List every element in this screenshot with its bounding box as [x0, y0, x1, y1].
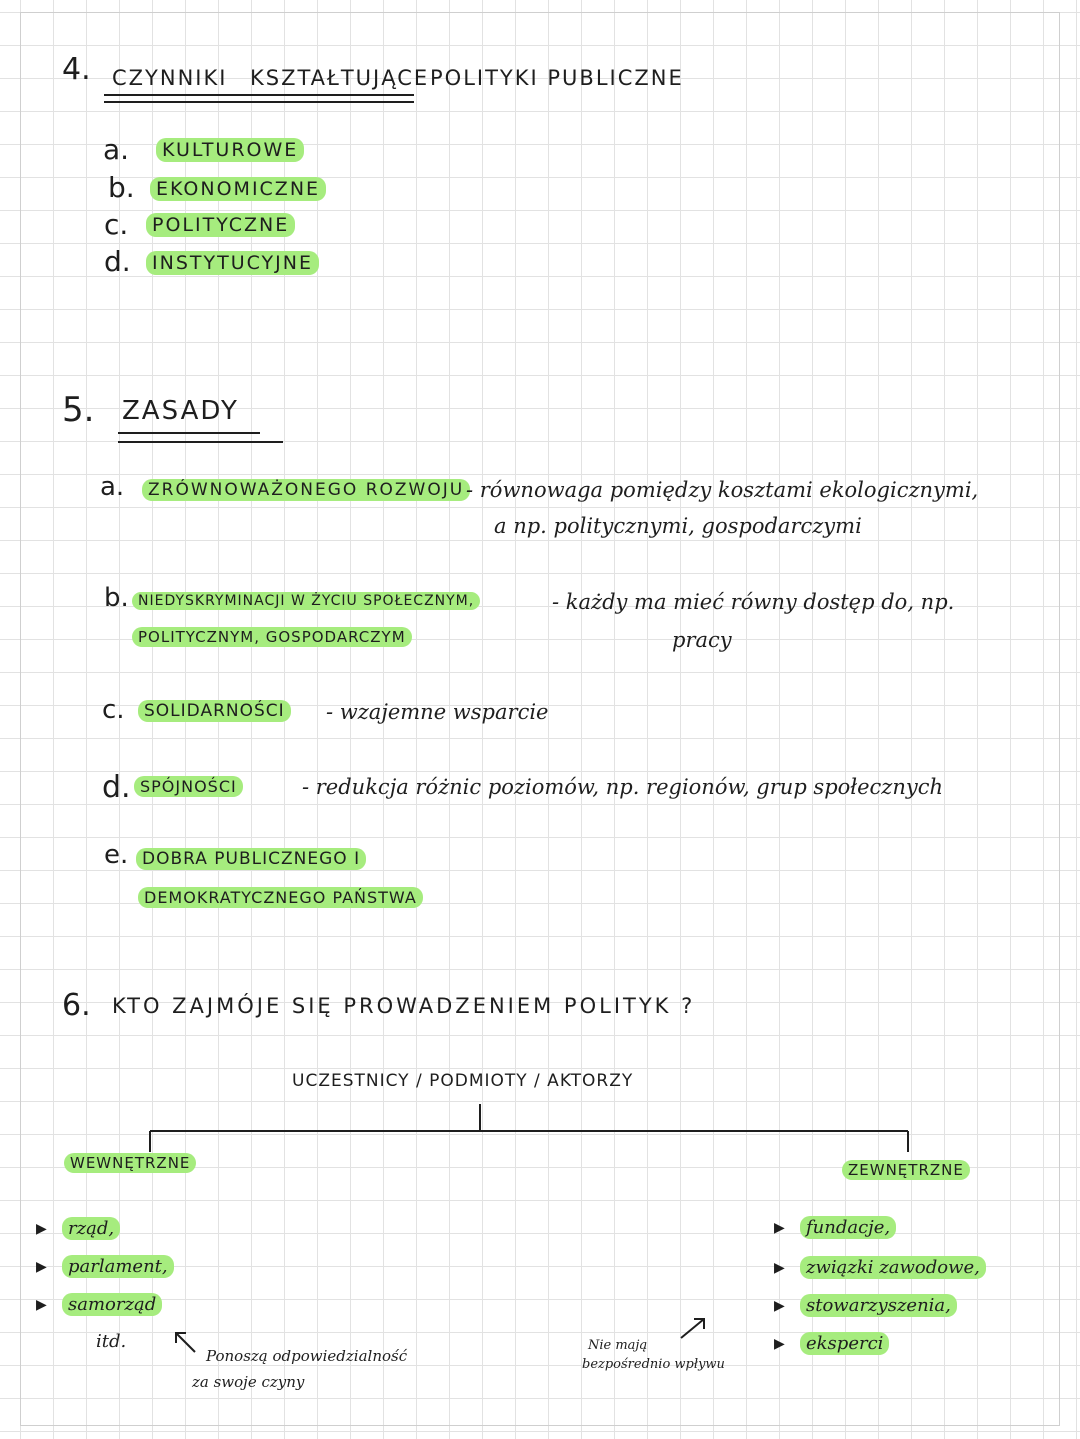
- principle-c-term: SOLIDARNOŚCI: [138, 700, 291, 722]
- internal-note-line1: Ponoszą odpowiedzialność: [206, 1347, 408, 1365]
- list-item: związki zawodowe,: [800, 1256, 986, 1279]
- list-etc: itd.: [96, 1331, 127, 1352]
- list-item-text: EKONOMICZNE: [150, 177, 326, 201]
- external-note-line1: Nie mają: [588, 1338, 648, 1353]
- principle-b-desc-line2: pracy: [672, 628, 732, 652]
- list-item-letter: a.: [103, 133, 130, 166]
- bullet-icon: ▶: [36, 1297, 47, 1313]
- principle-b-letter: b.: [104, 583, 129, 613]
- bullet-icon: ▶: [36, 1221, 47, 1237]
- principle-e-letter: e.: [104, 840, 129, 870]
- list-item-letter: d.: [104, 245, 131, 278]
- principle-a-desc-line2: a np. politycznymi, gospodarczymi: [494, 514, 862, 538]
- principle-a-desc-line1: - równowaga pomiędzy kosztami ekologicznymi,: [466, 478, 979, 502]
- external-actors-title: ZEWNĘTRZNE: [842, 1160, 970, 1180]
- principle-d-desc: - redukcja różnic poziomów, np. regionów, grup społecznych: [302, 775, 944, 799]
- bullet-icon: ▶: [774, 1260, 785, 1276]
- list-item: samorząd: [62, 1293, 162, 1316]
- section4-title-part2: KSZTAŁTUJĄCE: [250, 66, 430, 90]
- bullet-icon: ▶: [36, 1259, 47, 1275]
- section4-number: 4.: [62, 52, 91, 87]
- principle-a-letter: a.: [100, 472, 125, 502]
- principle-b-term-line2: POLITYCZNYM, GOSPODARCZYM: [132, 627, 412, 647]
- list-item: rząd,: [62, 1217, 120, 1240]
- section6-number: 6.: [62, 988, 91, 1023]
- principle-c-desc: - wzajemne wsparcie: [326, 700, 549, 724]
- list-item-letter: b.: [108, 171, 135, 204]
- section6-question: KTO ZAJMÓJE SIĘ PROWADZENIEM POLITYK ?: [112, 994, 696, 1018]
- list-item: parlament,: [62, 1255, 174, 1278]
- bullet-icon: ▶: [774, 1298, 785, 1314]
- principle-d-term: SPÓJNOŚCI: [134, 776, 243, 797]
- principle-b-term-line1: NIEDYSKRYMINACJI W ŻYCIU SPOŁECZNYM,: [132, 592, 480, 610]
- list-item: fundacje,: [800, 1216, 896, 1239]
- list-item: eksperci: [800, 1332, 889, 1355]
- list-item-text: INSTYTUCYJNE: [146, 251, 319, 275]
- external-note-line2: bezpośrednio wpływu: [582, 1357, 725, 1372]
- principle-e-term-line1: DOBRA PUBLICZNEGO I: [136, 848, 366, 870]
- principle-d-letter: d.: [102, 770, 131, 805]
- section4-title-part3: POLITYKI PUBLICZNE: [430, 66, 684, 90]
- participants-label: UCZESTNICY / PODMIOTY / AKTORZY: [292, 1071, 634, 1091]
- principle-b-desc-line1: - każdy ma mieć równy dostęp do, np.: [552, 590, 955, 614]
- list-item-text: KULTUROWE: [156, 138, 304, 162]
- section5-title: ZASADY: [122, 396, 239, 426]
- principle-c-letter: c.: [102, 695, 125, 725]
- principle-e-term-line2: DEMOKRATYCZNEGO PAŃSTWA: [138, 887, 423, 908]
- principle-a-term: ZRÓWNOWAŻONEGO ROZWOJU: [142, 479, 470, 501]
- section5-number: 5.: [62, 390, 95, 430]
- section4-title-part1: CZYNNIKI: [112, 66, 228, 90]
- list-item-text: POLITYCZNE: [146, 213, 295, 237]
- list-item: stowarzyszenia,: [800, 1294, 957, 1317]
- bullet-icon: ▶: [774, 1336, 785, 1352]
- bullet-icon: ▶: [774, 1220, 785, 1236]
- internal-actors-title: WEWNĘTRZNE: [64, 1153, 196, 1173]
- internal-note-line2: za swoje czyny: [192, 1373, 305, 1391]
- list-item-letter: c.: [104, 208, 129, 241]
